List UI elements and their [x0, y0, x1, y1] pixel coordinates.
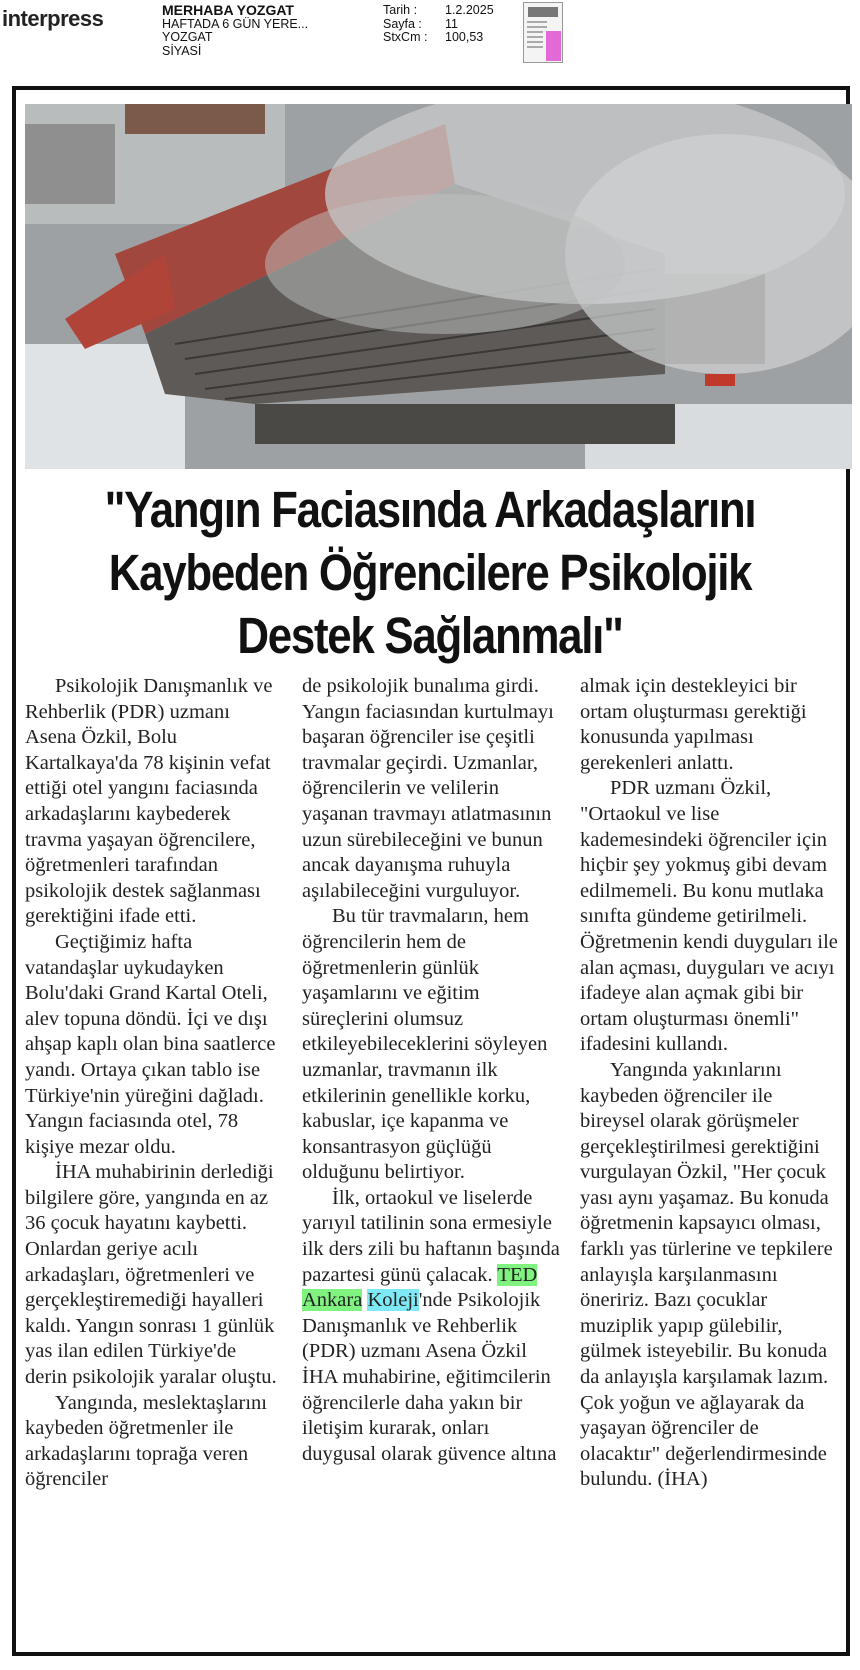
- thumbnail-article-highlight: [546, 31, 561, 61]
- paragraph: Bu tür travmaların, hem öğrencilerin hem de öğretmenlerin günlük yaşamlarını ve eğitim süreçlerini olumsuz etkileyebileceklerini söyleyen uzmanlar, travmanın ilk etkilerinin genellikle korku, kabuslar, içe kapanma ve konsantrasyon güçlüğü olduğunu belirtiyor.: [302, 905, 548, 1184]
- paragraph: Yangında yakınlarını kaybeden öğrenciler ile bireysel olarak görüşmeler gerçekleştirilmesi gerektiğini vurgulayan Özkil, "Her çocuk yası aynı yaşamaz. Bu konuda öğretmenin kapsayıcı olması, farklı yas türlerine ve tepkilere anlayışla karşılanmasını öneririz. Bazı çocuklar muziplik yapıp gülebilir, gülmek isteyebilir. Bu konuda da anlayışla karşılamak lazım. Çok yoğun ve ağlayarak da yaşayan öğrenciler de olacaktır" değerlendirmesinde bulundu. (İHA): [580, 1058, 833, 1491]
- thumbnail-line: [527, 36, 543, 38]
- thumbnail-line: [527, 41, 543, 43]
- paragraph: [302, 1186, 564, 1468]
- page-thumbnail[interactable]: [523, 2, 563, 63]
- publication-info: [162, 4, 308, 58]
- page-value: 11: [445, 16, 458, 31]
- paragraph: Psikolojik Danışmanlık ve Rehberlik (PDR) uzmanı Asena Özkil, Bolu Kartalkaya'da 78 kişinin vefat ettiği otel yangını faciasında arkadaşlarını kaybederek travma yaşayan öğrencilere, öğretmenleri tarafından psikolojik destek sağlanması gerektiğini ifade etti.: [25, 675, 273, 928]
- article-column-3: [580, 674, 842, 1493]
- paragraph: Geçtiğimiz hafta vatandaşlar uykudayken Bolu'daki Grand Kartal Oteli, alev topuna döndü. İçi ve dışı ahşap kaplı olan bina saatlerce yandı. Ortaya çıkan tablo ise Türkiye'nin yüreğini dağladı. Yangın faciasında otel, 78 kişiye mezar oldu.: [25, 930, 276, 1158]
- paragraph: almak için destekleyici bir ortam oluşturması gerektiği konusunda yapılması gerekenleri anlattı.: [580, 675, 807, 774]
- paper-section: SİYASİ: [162, 43, 202, 58]
- interpress-logo: interpress: [2, 6, 104, 31]
- stxcm-value: 100,53: [445, 30, 484, 44]
- thumbnail-line: [527, 46, 543, 48]
- paragraph: de psikolojik bunalıma girdi. Yangın faciasından kurtulmayı başaran öğrenciler ise çeşitli travmalar geçirdi. Uzmanlar, öğrencilerin ve velilerin yaşanan travmayı atlatmasının uzun sürebileceğini ve bunun ancak dayanışma ruhuyla aşılabileceğini vurguluyor.: [302, 675, 554, 902]
- headline-line: Kaybeden Öğrencilere Psikolojik: [108, 544, 752, 601]
- thumbnail-photo: [528, 7, 558, 17]
- paragraph-text: İlk, ortaokul ve liselerde yarıyıl tatilinin sona ermesiyle ilk ders zili bu haftanın başında pazartesi günü çalacak.: [302, 1186, 560, 1286]
- highlight-keyword: TED Ankara: [302, 1263, 538, 1312]
- thumbnail-line: [527, 31, 543, 33]
- paper-city: YOZGAT: [162, 30, 213, 44]
- paragraph-text: 'nde Psikolojik Danışmanlık ve Rehberlik (PDR) uzmanı Asena Özkil İHA muhabirine, eğitimcilerin öğrencilerle daha yakın bir iletişim kurarak, onları duygusal olarak güvence altına: [302, 1289, 557, 1465]
- headline-line: "Yangın Faciasında Arkadaşlarını: [104, 481, 756, 538]
- paragraph: Yangında, meslektaşlarını kaybeden öğretmenler ile arkadaşlarını toprağa veren öğrenciler: [25, 1391, 267, 1491]
- stxcm-label: StxCm :: [383, 30, 428, 44]
- page-label: Sayfa :: [383, 16, 422, 31]
- paragraph: İHA muhabirinin derlediği bilgilere göre, yangında en az 36 çocuk hayatını kaybetti. Onlardan geriye acılı arkadaşları, öğretmenleri ve gerçekleştiremediği hayalleri kaldı. Yangın sonrası 1 günlük yas ilan edilen Türkiye'de derin psikolojik yaralar oluştu.: [25, 1161, 277, 1389]
- hotel-fire-illustration: [25, 104, 852, 469]
- paper-frequency: HAFTADA 6 GÜN YERE...: [162, 16, 309, 31]
- date-value: 1.2.2025: [445, 3, 494, 17]
- article-headline: [77, 478, 782, 667]
- date-label: Tarih :: [383, 3, 418, 17]
- headline-line: Destek Sağlanmalı": [237, 607, 623, 664]
- paragraph: PDR uzmanı Özkil, "Ortaokul ve lise kademesindeki öğrenciler için hiçbir şey yokmuş gibi devam edilmemeli. Bu konu mutlaka sınıfta gündeme getirilmeli. Öğretmenin kendi duyguları ile alan açması, duyguları ve acıyı ifadeye alan açmak gibi bir ortam oluşturması önemli" ifadesini kullandı.: [580, 777, 838, 1056]
- paper-name: MERHABA YOZGAT: [162, 2, 294, 18]
- highlight-keyword: Koleji: [367, 1289, 419, 1312]
- burned-hotel-photo: [25, 104, 852, 469]
- thumbnail-line: [527, 26, 547, 28]
- thumbnail-line: [527, 21, 547, 23]
- clipping-meta: [383, 4, 494, 45]
- article-column-2: [302, 674, 564, 1467]
- article-column-1: [25, 674, 280, 1493]
